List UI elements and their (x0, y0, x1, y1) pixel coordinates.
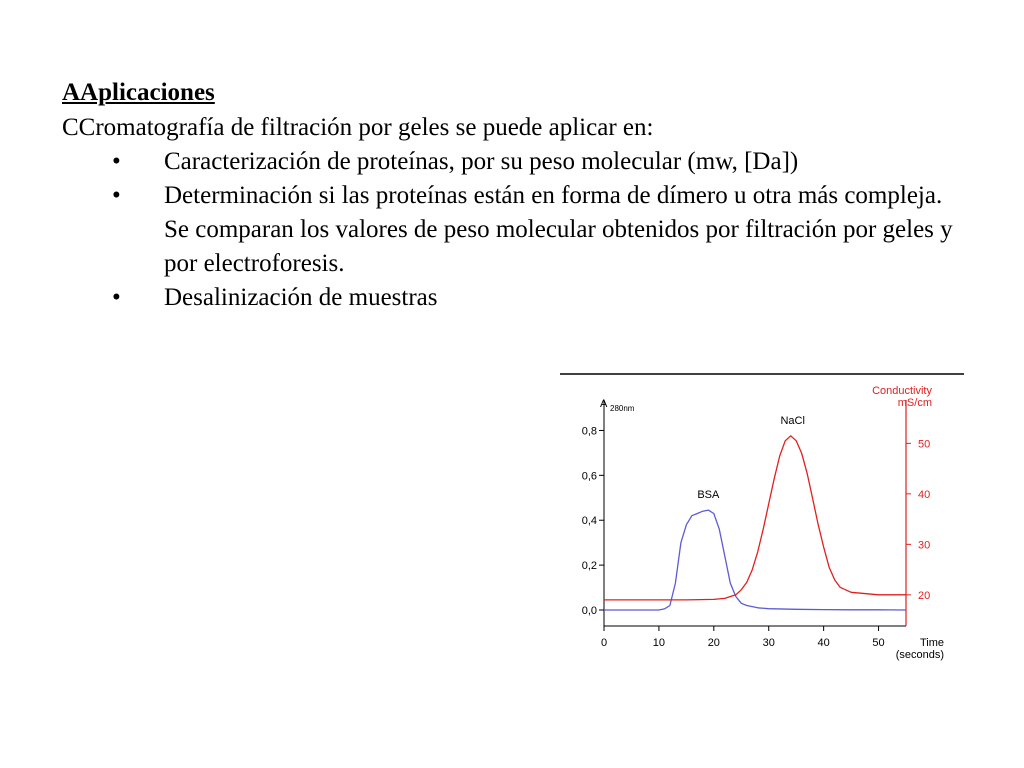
x-tick-label: 20 (707, 637, 720, 649)
intro-text: CCromatografía de filtración por geles se puede aplicar en: (62, 114, 654, 141)
x-tick-label: 50 (872, 637, 885, 649)
bullet-item (62, 179, 962, 281)
bullet-marker: • (112, 284, 121, 311)
x-tick-label: 30 (762, 637, 775, 649)
bullet-text: Desalinización de muestras (164, 284, 438, 311)
y-right-tick-label: 30 (918, 539, 931, 552)
bullet-item (62, 145, 962, 179)
y-right-label: Conductivity (872, 385, 932, 397)
peak-annotation-nacl: NaCl (780, 414, 805, 427)
y-left-tick-label: 0,8 (581, 425, 597, 438)
y-left-tick-label: 0,6 (581, 470, 597, 483)
bullet-marker: • (112, 182, 121, 209)
x-axis-label: (seconds) (895, 649, 944, 661)
y-right-tick-label: 50 (918, 438, 931, 451)
series-line-nacl (604, 436, 906, 600)
bullet-marker: • (112, 148, 121, 175)
peak-annotation-bsa: BSA (697, 489, 720, 502)
bullet-text: Determinación si las proteínas están en forma de dímero u otra más compleja. Se comparan los valores de peso molecular obtenidos por filtración por geles y por electroforesis. (164, 182, 953, 277)
y-left-label-sub: 280nm (610, 404, 635, 413)
bullet-item (62, 281, 962, 315)
x-tick-label: 40 (817, 637, 830, 649)
y-left-label: A (600, 398, 608, 410)
y-right-tick-label: 40 (918, 488, 931, 501)
x-axis-label: Time (919, 637, 944, 649)
x-tick-label: 10 (652, 637, 666, 649)
y-left-tick-label: 0,0 (581, 605, 597, 617)
x-tick-label: 0 (600, 637, 608, 649)
bullet-list (62, 145, 962, 315)
y-left-tick-label: 0,2 (581, 560, 597, 573)
bullet-text: Caracterización de proteínas, por su peso molecular (mw, [Da]) (164, 148, 799, 175)
y-right-tick-label: 20 (918, 589, 931, 602)
y-left-tick-label: 0,4 (581, 515, 597, 528)
chromatogram-chart (540, 360, 970, 680)
y-right-label: mS/cm (897, 397, 932, 409)
slide-heading: AAplicaciones (62, 79, 215, 106)
